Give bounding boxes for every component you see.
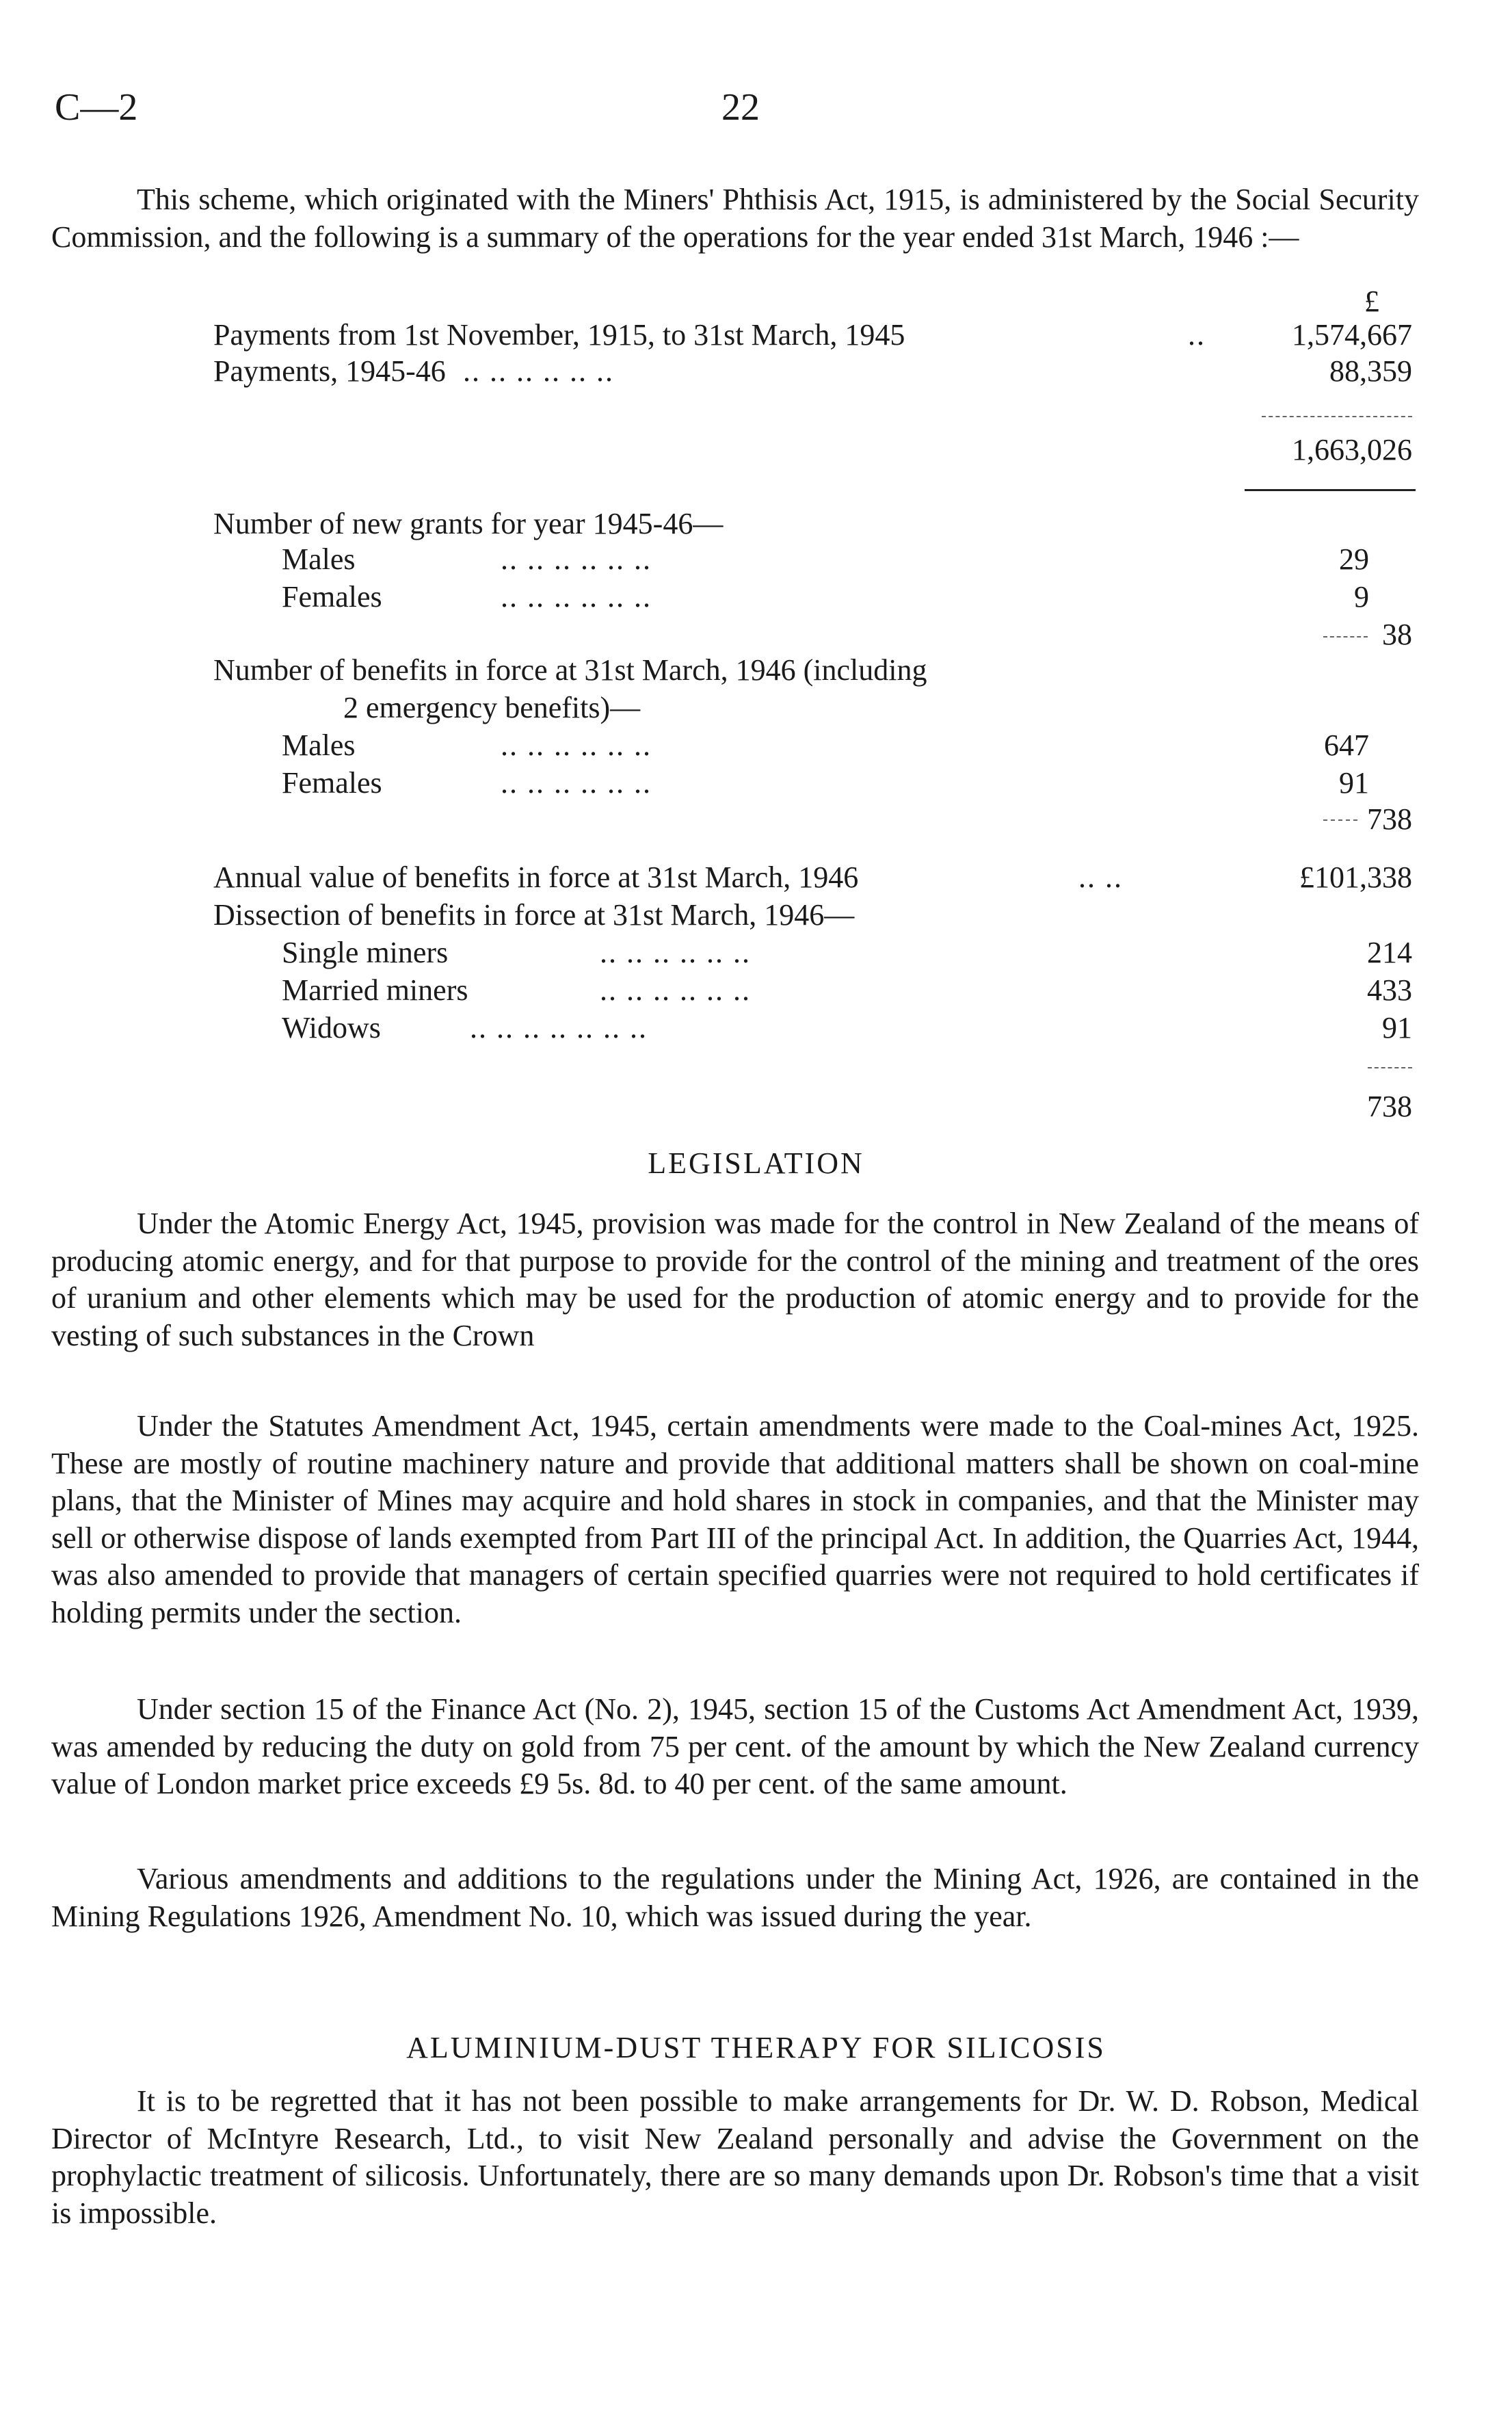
- payments-row-2-label: Payments, 1945-46: [213, 354, 446, 388]
- grants-row-females: [282, 578, 1369, 616]
- legislation-heading: LEGISLATION: [648, 1146, 864, 1180]
- grants-females-label: Females: [282, 580, 382, 614]
- dissection-row-married: [282, 971, 1412, 1010]
- benefits-females-dots: .. .. .. .. .. ..: [501, 766, 652, 800]
- dissection-total-row: [1231, 1088, 1412, 1126]
- benefits-males-value: 647: [1324, 728, 1369, 762]
- payments-row-2-dots: .. .. .. .. .. ..: [463, 354, 614, 388]
- aluminium-heading: ALUMINIUM-DUST THERAPY FOR SILICOSIS: [406, 2031, 1106, 2064]
- legislation-paragraph-2: Under the Statutes Amendment Act, 1945, certain amendments were made to the Coal-mines Act, 1925. These are mostly of routine machinery nature and provide that additional matters shall be shown on coal-mine plans, that the Minister of Mines may acquire and hold shares in stock in companies, and that the Minister may sell or otherwise dispose of lands exempted from Part III of the principal Act. In addition, the Quarries Act, 1944, was also amended to provide that managers of certain specified quarries were not required to hold certificates if holding permits under the section.: [51, 1409, 1419, 1629]
- benefits-total-row: [1231, 800, 1412, 839]
- currency-header: £: [1364, 285, 1379, 318]
- grants-heading: Number of new grants for year 1945-46—: [213, 507, 724, 540]
- benefits-males-label: Males: [282, 728, 356, 762]
- annual-value-amount: £101,338: [1299, 860, 1412, 894]
- benefits-females-label: Females: [282, 766, 382, 800]
- payments-total: 1,663,026: [1292, 433, 1412, 466]
- grants-females-dots: .. .. .. .. .. ..: [501, 580, 652, 614]
- benefits-heading-line1: Number of benefits in force at 31st March, 1946 (including: [213, 653, 927, 687]
- dissection-subtotal-rule: [1368, 1067, 1412, 1068]
- payments-subtotal-rule: [1262, 416, 1412, 417]
- grants-row-males: [282, 540, 1369, 579]
- dissection-married-label: Married miners: [282, 973, 468, 1007]
- payments-total-row: [1217, 431, 1412, 469]
- dissection-total: 738: [1367, 1090, 1412, 1123]
- dissection-married-value: 433: [1367, 973, 1412, 1007]
- payments-row-2-value: 88,359: [1329, 354, 1412, 388]
- annual-value-row: [213, 858, 1412, 897]
- benefits-males-dots: .. .. .. .. .. ..: [501, 728, 652, 762]
- dissection-heading: Dissection of benefits in force at 31st March, 1946—: [213, 898, 855, 932]
- payments-row-1-dots: ..: [1188, 318, 1206, 352]
- dissection-widows-dots: .. .. .. .. .. .. ..: [470, 1011, 648, 1044]
- dissection-married-dots: .. .. .. .. .. ..: [600, 973, 751, 1007]
- payments-row-1-label: Payments from 1st November, 1915, to 31st March, 1945: [213, 318, 905, 352]
- grants-males-dots: .. .. .. .. .. ..: [501, 542, 652, 576]
- dissection-single-label: Single miners: [282, 936, 449, 969]
- grants-males-value: 29: [1339, 542, 1369, 576]
- grants-males-label: Males: [282, 542, 356, 576]
- legislation-paragraph-1: Under the Atomic Energy Act, 1945, provision was made for the control in New Zealand of the means of producing atomic energy, and for that purpose to provide for the control of the mining and treatment of the ores of uranium and other elements which may be used for the production of atomic energy and to provide for the vesting of such substances in the Crown: [51, 1207, 1419, 1352]
- page-number: 22: [721, 86, 760, 129]
- payments-row-2: [213, 352, 1412, 391]
- dissection-widows-label: Widows: [282, 1011, 381, 1044]
- dissection-row-widows: [282, 1009, 1412, 1047]
- benefits-row-males: [282, 726, 1369, 765]
- dissection-widows-value: 91: [1382, 1011, 1412, 1044]
- aluminium-paragraph: It is to be regretted that it has not been possible to make arrangements for Dr. W. D. Robson, Medical Director of McIntyre Research, Ltd., to visit New Zealand personally and advise the Government on the prophylactic treatment of silicosis. Unfortunately, there are so many demands upon Dr. Robson's time that a visit is impossible.: [51, 2084, 1419, 2230]
- dissection-single-dots: .. .. .. .. .. ..: [600, 936, 751, 969]
- legislation-paragraph-3: Under section 15 of the Finance Act (No. 2), 1945, section 15 of the Customs Act Amendment Act, 1939, was amended by reducing the duty on gold from 75 per cent. of the amount by which the New Zealand currency value of London market price exceeds £9 5s. 8d. to 40 per cent. of the same amount.: [51, 1692, 1419, 1800]
- benefits-total: 738: [1367, 802, 1412, 836]
- benefits-row-females: [282, 764, 1369, 802]
- benefits-heading-line2: 2 emergency benefits)—: [343, 691, 641, 724]
- annual-value-label: Annual value of benefits in force at 31st March, 1946: [213, 860, 859, 894]
- payments-row-1: [213, 316, 1412, 354]
- report-code: C—2: [55, 86, 138, 129]
- legislation-paragraph-4: Various amendments and additions to the regulations under the Mining Act, 1926, are contained in the Mining Regulations 1926, Amendment No. 10, which was issued during the year.: [51, 1862, 1419, 1933]
- dissection-single-value: 214: [1367, 936, 1412, 969]
- grants-total: 38: [1382, 618, 1412, 651]
- grants-females-value: 9: [1354, 580, 1369, 614]
- payments-total-rule: [1245, 489, 1416, 491]
- benefits-females-value: 91: [1339, 766, 1369, 800]
- annual-value-dots: .. ..: [1078, 860, 1123, 894]
- grants-total-row: [1231, 616, 1412, 654]
- intro-paragraph: This scheme, which originated with the Miners' Phthisis Act, 1915, is administered by the Social Security Commission, and the following is a summary of the operations for the year ended 31st March, 1946 :—: [51, 183, 1419, 254]
- dissection-row-single: [282, 934, 1412, 972]
- payments-row-1-value: 1,574,667: [1292, 318, 1412, 352]
